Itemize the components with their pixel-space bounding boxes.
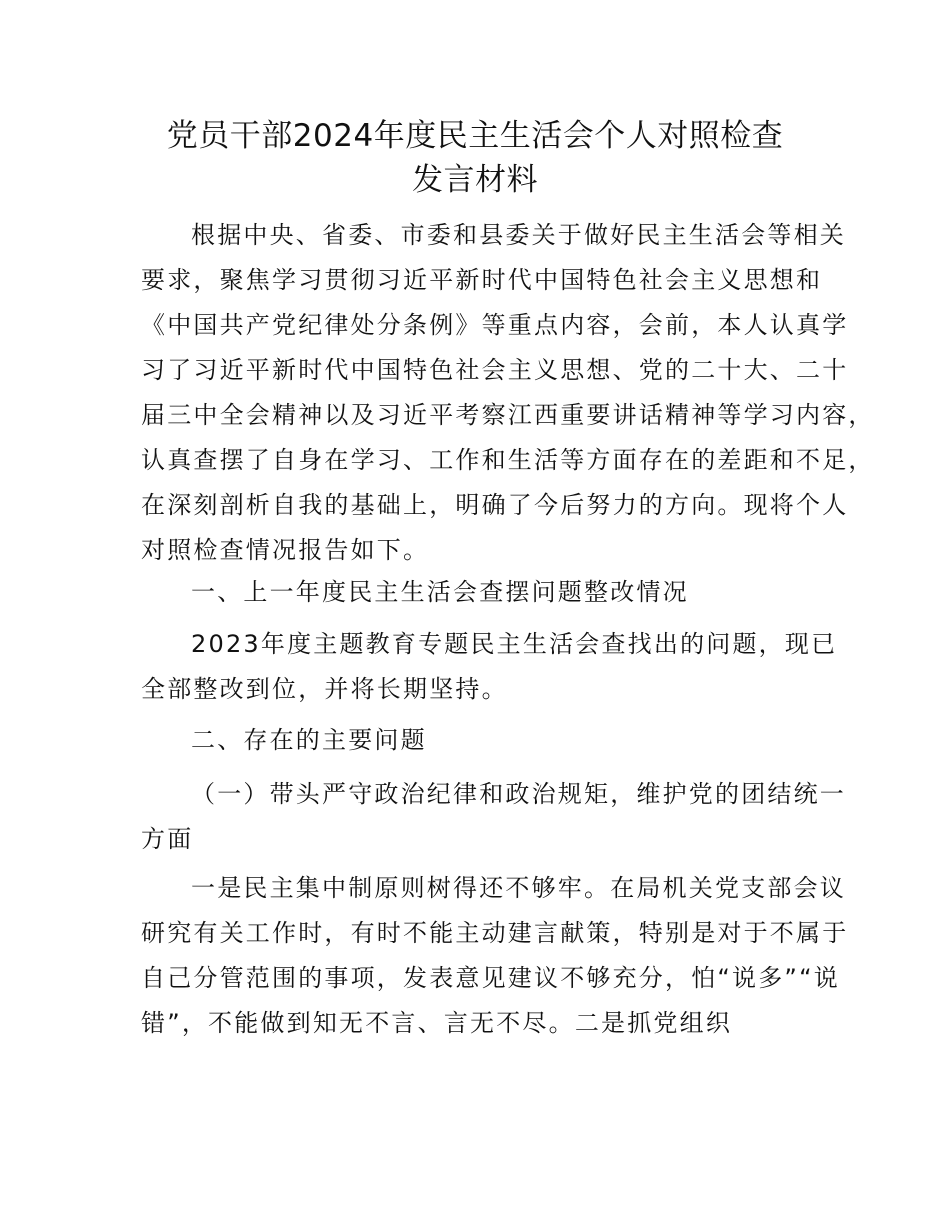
section-heading-1 — [141, 570, 831, 615]
text-line: 自己分管范围的事项，发表意见建议不够充分，怕“说多”“说 — [141, 964, 840, 992]
text-line: 要求，聚焦学习贯彻习近平新时代中国特色社会主义思想和 — [141, 266, 823, 294]
text-line: 届三中全会精神以及习近平考察江西重要讲话精神等学习内容， — [141, 401, 875, 429]
heading-text: 一、上一年度民主生活会查摆问题整改情况 — [191, 578, 689, 606]
document-title-line-2: 发言材料 — [412, 162, 538, 198]
paragraph-rectification — [141, 622, 838, 712]
document-title-line-1: 党员干部2024年度民主生活会个人对照检查 — [166, 118, 784, 154]
text-line: 认真查摆了自身在学习、工作和生活等方面存在的差距和不足， — [141, 446, 875, 474]
text-line: 《中国共产党纪律处分条例》等重点内容，会前，本人认真学 — [141, 311, 849, 339]
paragraph-problems — [141, 866, 849, 1046]
text-line: 根据中央、省委、市委和县委关于做好民主生活会等相关 — [191, 221, 846, 249]
text-line: 方面 — [141, 825, 194, 853]
text-line: 研究有关工作时，有时不能主动建言献策，特别是对于不属于 — [141, 919, 849, 947]
text-line: 2023年度主题教育专题民主生活会查找出的问题，现已 — [191, 630, 838, 658]
text-line: （一）带头严守政治纪律和政治规矩，维护党的团结统一 — [191, 780, 846, 808]
paragraph-intro — [141, 213, 875, 573]
text-line: 对照检查情况报告如下。 — [141, 536, 430, 564]
text-line: 在深刻剖析自我的基础上，明确了今后努力的方向。现将个人 — [141, 491, 849, 519]
text-line: 全部整改到位，并将长期坚持。 — [141, 675, 508, 703]
heading-text: 二、存在的主要问题 — [191, 726, 427, 754]
section-heading-2 — [141, 718, 831, 763]
text-line: 错”，不能做到知无不言、言无不尽。二是抓党组织 — [141, 1009, 733, 1037]
subsection-heading-1 — [141, 772, 846, 862]
text-line: 一是民主集中制原则树得还不够牢。在局机关党支部会议 — [191, 874, 846, 902]
text-line: 习了习近平新时代中国特色社会主义思想、党的二十大、二十 — [141, 356, 849, 384]
